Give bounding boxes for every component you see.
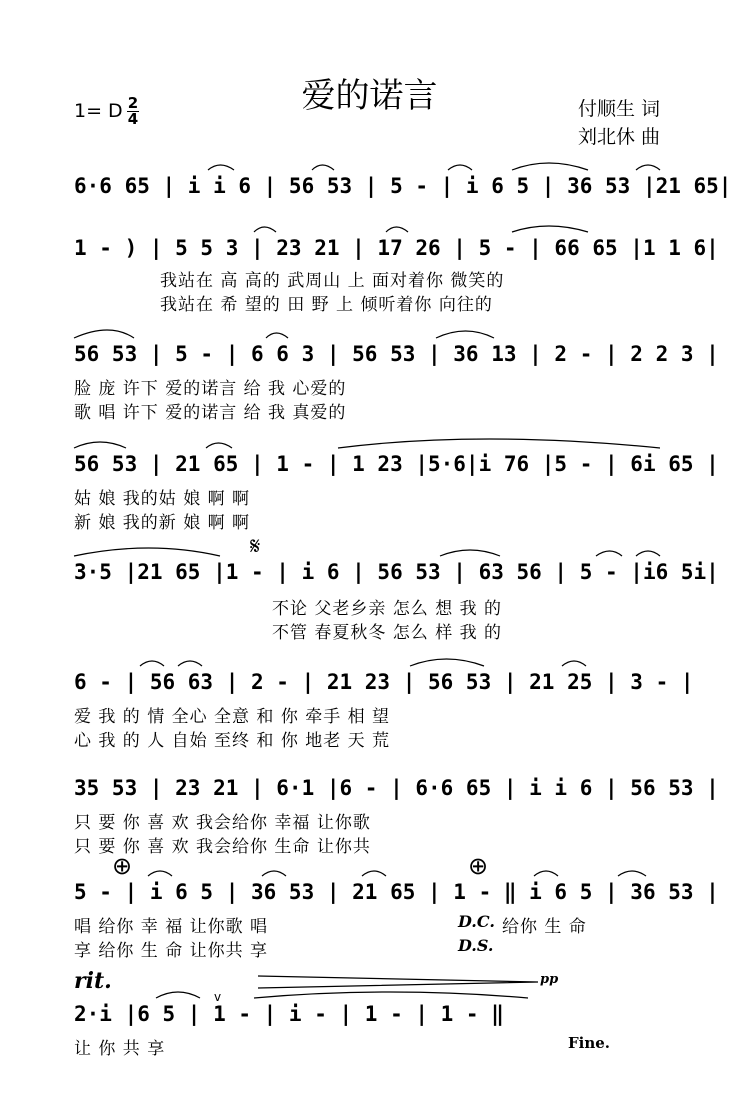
- slur-mark: [562, 661, 586, 666]
- slur-mark: [312, 165, 334, 170]
- slur-mark: [440, 550, 500, 556]
- slur-mark: [266, 333, 288, 338]
- slur-mark: [74, 330, 134, 338]
- slur-mark: [596, 551, 622, 556]
- slur-mark: [436, 331, 494, 338]
- pianissimo-marking: pp: [540, 972, 559, 987]
- slur-mark: [636, 165, 660, 170]
- slur-mark: [74, 442, 126, 448]
- notation-line-1: 6·6 65 | i i 6 | 56 53 | 5 - | i 6 5 | 36 53 |21 65|: [74, 174, 732, 198]
- slur-mark: [618, 871, 646, 876]
- slur-mark: [74, 548, 220, 556]
- lyrics-line-7-verse-2: 只 要 你 喜 欢 我会给你 生命 让你共: [74, 837, 371, 857]
- slur-mark: [254, 227, 276, 232]
- lyrics-line-3-verse-1: 脸 庞 许下 爱的诺言 给 我 心爱的: [74, 379, 347, 399]
- lyrics-line-9: 让 你 共 享: [74, 1039, 166, 1059]
- slur-mark: [140, 661, 164, 666]
- slur-mark: [636, 551, 660, 556]
- lyrics-line-2-verse-1: 我站在 高 高的 武周山 上 面对着你 微笑的: [160, 271, 505, 291]
- notation-line-3: 56 53 | 5 - | 6 6 3 | 56 53 | 36 13 | 2 - | 2 2 3 |: [74, 342, 719, 366]
- lyrics-line-5-verse-2: 不管 春夏秋冬 怎么 样 我 的: [272, 623, 503, 643]
- ritardando-marking: rit.: [74, 968, 112, 994]
- slur-mark: [262, 871, 286, 876]
- dal-segno-marking: D.S.: [458, 936, 494, 955]
- da-capo-marking: D.C.: [458, 912, 495, 931]
- slur-mark: [178, 661, 202, 666]
- lyrics-line-4-verse-1: 姑 娘 我的姑 娘 啊 啊: [74, 489, 251, 509]
- lyrics-line-6-verse-1: 爱 我 的 情 全心 全意 和 你 牵手 相 望: [74, 707, 391, 727]
- time-signature-bottom: 4: [127, 110, 139, 128]
- lyrics-line-4-verse-2: 新 娘 我的新 娘 啊 啊: [74, 513, 251, 533]
- slur-mark: [338, 439, 660, 448]
- lyrics-line-5-verse-1: 不论 父老乡亲 怎么 想 我 的: [272, 599, 503, 619]
- lyrics-line-8-verse-2: 享 给你 生 命 让你共 享: [74, 941, 269, 961]
- slur-mark: [512, 226, 588, 232]
- coda-symbol-right: ⊕: [468, 852, 489, 880]
- slur-mark: [534, 871, 558, 876]
- composer-credit: 刘北休 曲: [578, 126, 661, 148]
- lyrics-line-2-verse-2: 我站在 希 望的 田 野 上 倾听着你 向往的: [160, 295, 493, 315]
- lyricist-credit: 付顺生 词: [578, 98, 661, 120]
- slur-mark: [386, 227, 408, 232]
- song-title: 爱的诺言: [301, 76, 438, 116]
- slur-mark: [362, 871, 386, 876]
- notation-line-8: 5 - | i 6 5 | 36 53 | 21 65 | 1 - ‖ i 6 5 | 36 53 |: [74, 880, 719, 904]
- time-signature-top: 2: [127, 94, 139, 112]
- slur-mark: [410, 659, 484, 666]
- notation-line-6: 6 - | 56 63 | 2 - | 21 23 | 56 53 | 21 25 | 3 - |: [74, 670, 694, 694]
- breath-mark: v: [214, 990, 222, 1004]
- lyrics-line-3-verse-2: 歌 唱 许下 爱的诺言 给 我 真爱的: [74, 403, 347, 423]
- segno-symbol: 𝄋: [250, 532, 261, 560]
- lyrics-line-8-verse-1: 唱 给你 幸 福 让你歌 唱: [74, 917, 269, 937]
- lyrics-line-7-verse-1: 只 要 你 喜 欢 我会给你 幸福 让你歌: [74, 813, 371, 833]
- lyrics-line-6-verse-2: 心 我 的 人 自始 至终 和 你 地老 天 荒: [74, 731, 391, 751]
- slur-mark: [512, 163, 588, 170]
- coda-symbol-left: ⊕: [112, 852, 133, 880]
- slur-mark: [206, 443, 232, 448]
- notation-line-5: 3·5 |21 65 |1 - | i 6 | 56 53 | 63 56 | 5 - |i6 5i|: [74, 560, 719, 584]
- decrescendo-mark: [258, 976, 538, 988]
- slur-mark: [156, 992, 200, 998]
- slur-mark: [254, 992, 528, 998]
- slur-mark: [148, 871, 172, 876]
- notation-line-4: 56 53 | 21 65 | 1 - | 1 23 |5·6|i 76 |5 - | 6i 65 |: [74, 452, 719, 476]
- slur-mark: [448, 165, 472, 170]
- da-capo-lyrics: 给你 生 命: [502, 917, 587, 937]
- notation-line-9: 2·i |6 5 | 1 - | i - | 1 - | 1 - ‖: [74, 1002, 504, 1026]
- notation-line-7: 35 53 | 23 21 | 6·1 |6 - | 6·6 65 | i i 6 | 56 53 |: [74, 776, 719, 800]
- key-signature: 1= D: [74, 100, 123, 122]
- fine-marking: Fine.: [568, 1034, 611, 1052]
- slur-mark: [208, 165, 234, 170]
- notation-line-2: 1 - ) | 5 5 3 | 23 21 | 17 26 | 5 - | 66 65 |1 1 6|: [74, 236, 719, 260]
